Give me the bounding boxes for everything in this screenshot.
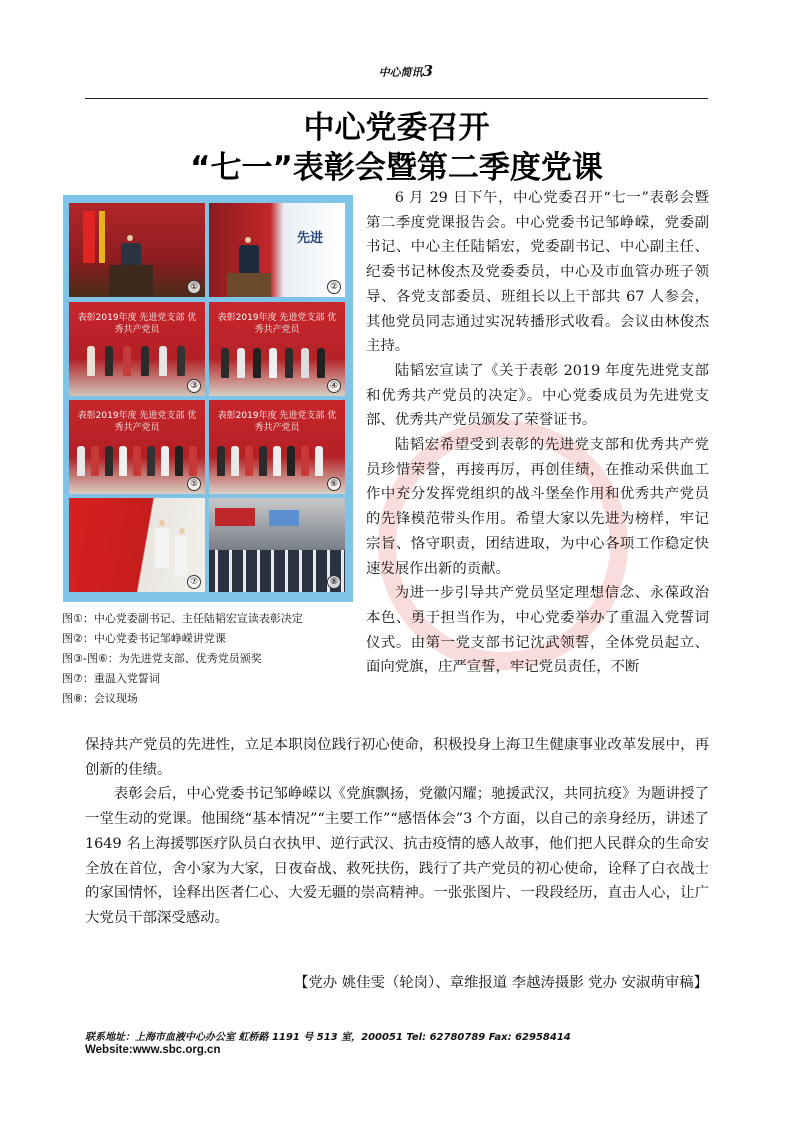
photo-number: ⑥ bbox=[327, 477, 341, 491]
article-body-full-width bbox=[85, 733, 709, 931]
photo-number: ⑦ bbox=[187, 575, 201, 589]
page-header bbox=[379, 62, 433, 80]
paragraph: 为进一步引导共产党员坚定理想信念、永葆政治本色、勇于担当作为，中心党委举办了重温入党誓词仪式。由第一党支部书记沈武领誓，全体党员起立、面向党旗，庄严宣誓，牢记党员责任，不断 bbox=[366, 585, 709, 676]
paragraph: 表彰会后，中心党委书记邹峥嵘以《党旗飘扬，党徽闪耀；驰援武汉，共同抗疫》为题讲授了一堂生动的党课。他围绕“基本情况”“主要工作”“感悟体会”3 个方面，以自己的亲身经历，讲述了 1649 名上海援鄂医疗队员白衣执甲、逆行武汉、抗击疫情的感人故事，他们把人民群众的生命安全放在首位，舍小家为大家，日夜奋战、救死扶伤，践行了共产党员的初心使命，诠释了白衣战士的家国情怀，诠释出医者仁心、大爱无疆的崇高精神。一张张图片、一段段经历，直击人心，让广大党员干部深受感动。 bbox=[85, 786, 709, 926]
photo-banner: 表彰2019年度 先进党支部 优秀共产党员 bbox=[217, 411, 337, 433]
photo-banner: 先进 bbox=[296, 231, 323, 246]
header-rule bbox=[85, 98, 708, 99]
photo-6 bbox=[209, 400, 345, 494]
photo-7 bbox=[69, 498, 205, 592]
photo-caption-4: 图⑦：重温入党誓词 bbox=[62, 672, 160, 685]
paragraph: 保持共产党员的先进性，立足本职岗位践行初心使命，积极投身上海卫生健康事业改革发展中，再创新的佳绩。 bbox=[85, 737, 709, 778]
article-title-line1: 中心党委召开 bbox=[303, 110, 490, 146]
photo-banner: 表彰2019年度 先进党支部 优秀共产党员 bbox=[77, 313, 197, 335]
footer-website: Website:www.sbc.org.cn bbox=[85, 1044, 221, 1056]
photo-caption-1: 图①：中心党委副书记、主任陆韬宏宣读表彰决定 bbox=[62, 612, 303, 625]
photo-3 bbox=[69, 302, 205, 396]
article-credit: 【党办 姚佳雯（轮岗）、章维报道 李越涛摄影 党办 安淑萌审稿】 bbox=[293, 975, 708, 991]
paragraph: 6 月 29 日下午，中心党委召开“七一”表彰会暨第二季度党课报告会。中心党委书记邹峥嵘，党委副书记、中心主任陆韬宏，党委副书记、中心副主任、纪委书记林俊杰及党委委员，中心及市血管办班子领导、各党支部委员、班组长以上干部共 67 人参会，其他党员同志通过实况转播形式收看。会议由林俊杰主持。 bbox=[366, 190, 709, 355]
photo-2 bbox=[209, 203, 345, 297]
photo-number: ④ bbox=[327, 379, 341, 393]
photo-8 bbox=[209, 498, 345, 592]
photo-1 bbox=[69, 203, 205, 297]
photo-5 bbox=[69, 400, 205, 494]
photo-number: ③ bbox=[187, 379, 201, 393]
photo-number: ⑧ bbox=[327, 575, 341, 589]
photo-4 bbox=[209, 302, 345, 396]
article-body-right-column bbox=[366, 186, 709, 680]
photo-number: ① bbox=[187, 280, 201, 294]
photo-number: ⑤ bbox=[187, 477, 201, 491]
photo-banner: 表彰2019年度 先进党支部 优秀共产党员 bbox=[217, 313, 337, 335]
article-title-line2: “七一”表彰会暨第二季度党课 bbox=[190, 150, 603, 186]
photo-number: ② bbox=[327, 280, 341, 294]
footer-contact: 联系地址：上海市血液中心办公室 虹桥路 1191 号 513 室，200051 Tel: 62780789 Fax: 62958414 bbox=[85, 1032, 571, 1043]
photo-banner: 表彰2019年度 先进党支部 优秀共产党员 bbox=[77, 411, 197, 433]
photo-caption-2: 图②：中心党委书记邹峥嵘讲党课 bbox=[62, 632, 226, 645]
page-number: 3 bbox=[422, 62, 433, 80]
photo-collage bbox=[63, 195, 353, 602]
paragraph: 陆韬宏宣读了《关于表彰 2019 年度先进党支部和优秀共产党员的决定》。中心党委成员为先进党支部、优秀共产党员颁发了荣誉证书。 bbox=[366, 362, 709, 429]
photo-caption-5: 图⑧：会议现场 bbox=[62, 692, 138, 705]
paragraph: 陆韬宏希望受到表彰的先进党支部和优秀共产党员珍惜荣誉，再接再厉，再创佳绩，在推动采供血工作中充分发挥党组织的战斗堡垒作用和优秀共产党员的先锋模范带头作用。希望大家以先进为榜样，牢记宗旨、恪守职责，团结进取，为中心各项工作稳定快速发展作出新的贡献。 bbox=[366, 437, 709, 577]
photo-caption-3: 图③-图⑥：为先进党支部、优秀党员颁奖 bbox=[62, 652, 262, 665]
header-label: 中心简讯 bbox=[378, 66, 423, 79]
